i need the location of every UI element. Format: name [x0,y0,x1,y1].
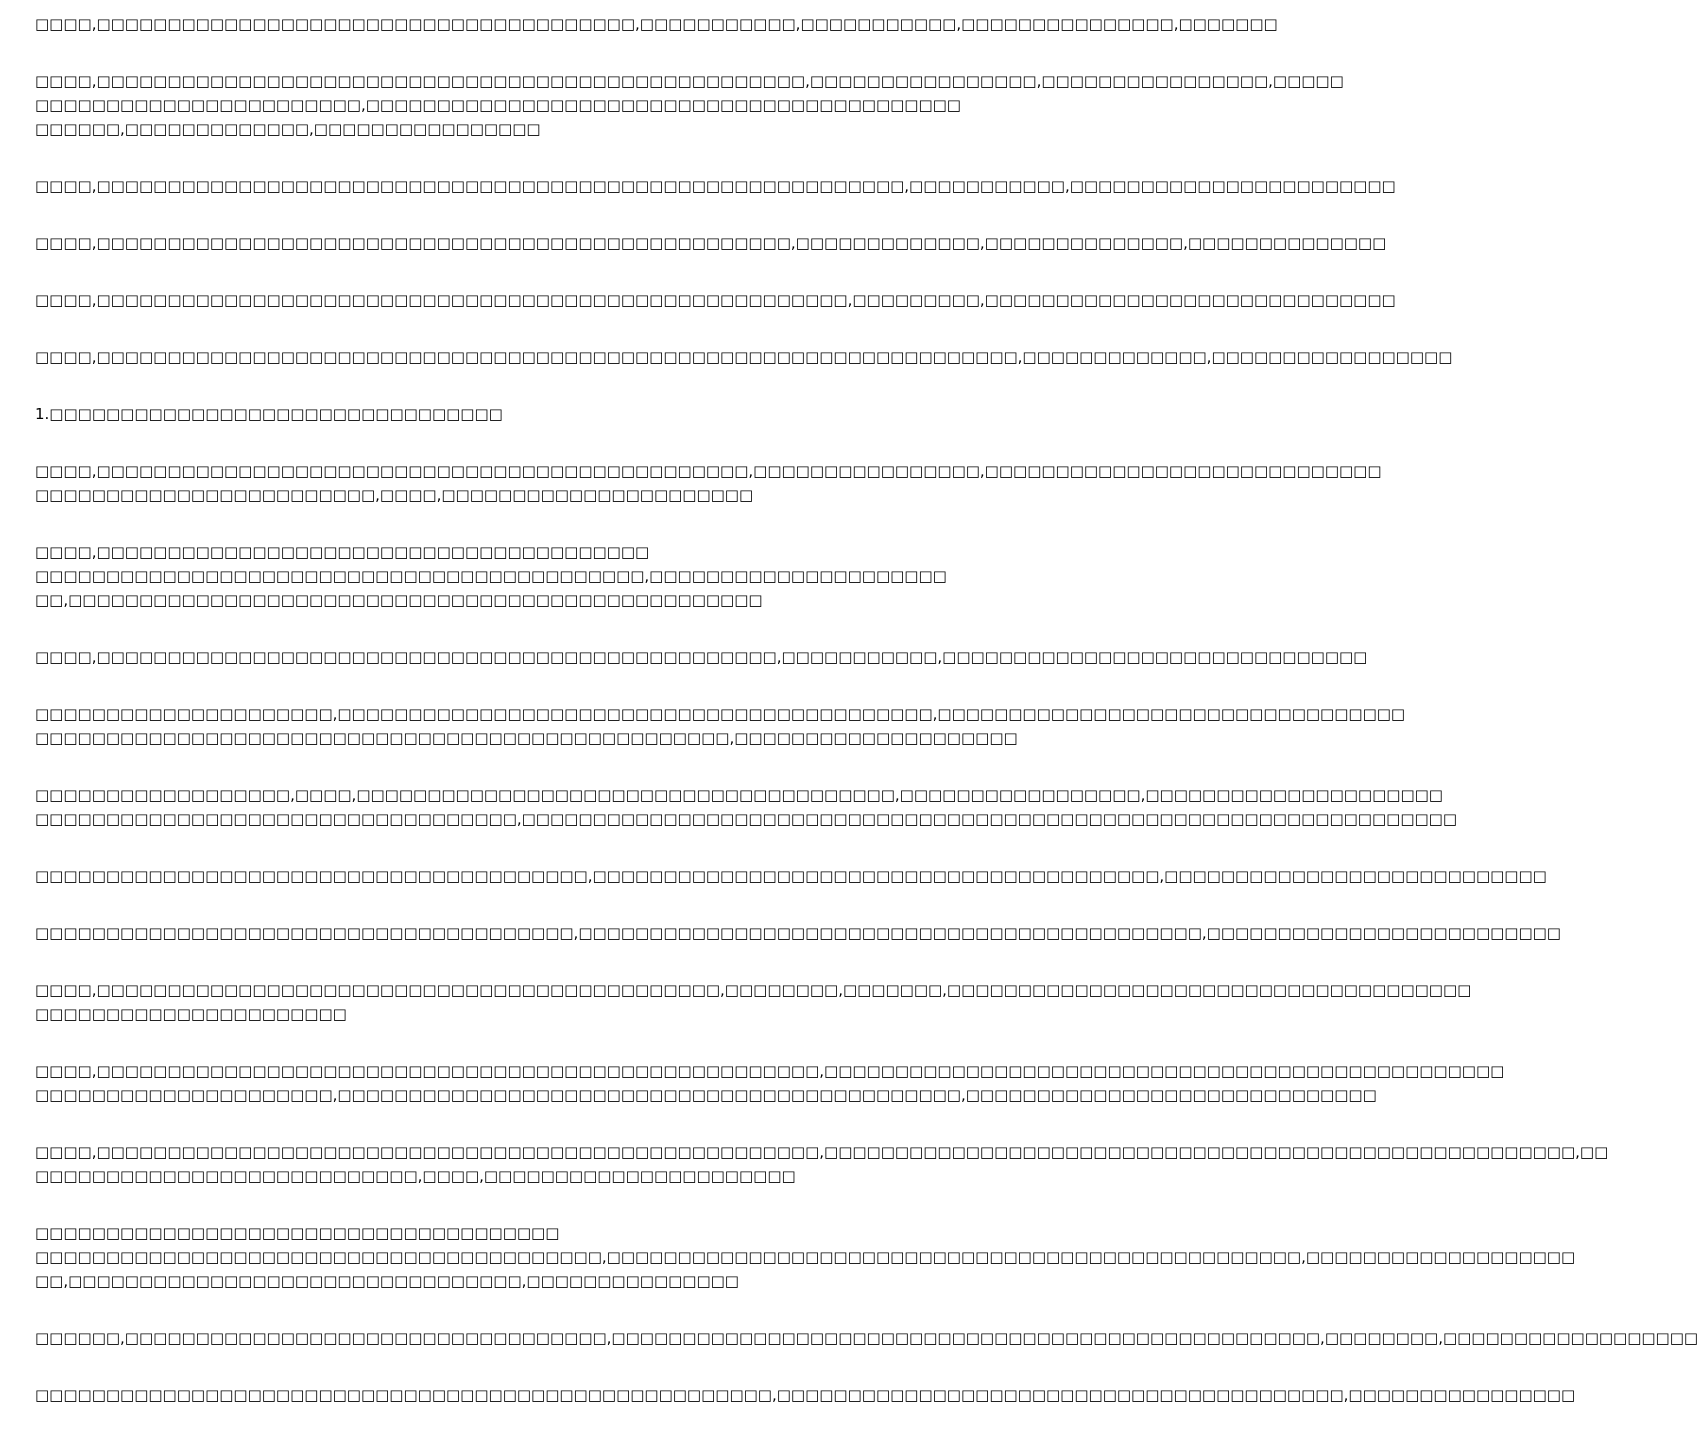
paragraph [35,645,1368,669]
text-line: □□□□□□□□□□□□□□□□□□□□□,□□□□□□□□□□□□□□□□□□□□□□□□□□□□□□□□□□□□□□□□□□□□,□□□□□□□□□□□□□□□□□□□□□□□□□□□□□ [35,1086,1377,1104]
paragraph [35,174,1396,198]
paragraph [35,1059,1505,1107]
text-line: □□□□,□□□□□□□□□□□□□□□□□□□□□□□□□□□□□□□□□□□□□□□□□□□□□□□□□,□□□□□□□□□□□□□,□□□□□□□□□□□□□□,□□□□□□□□□□□□□□ [35,234,1387,252]
paragraph [35,345,1453,369]
text-line: □□□□,□□□□□□□□□□□□□□□□□□□□□□□□□□□□□□□□□□□□□□,□□□□□□□□□□□,□□□□□□□□□□□,□□□□□□□□□□□□□□□,□□□□□□□ [35,15,1278,33]
text-line: □□□□□□□□□□□□□□□□□□□□□□ [35,1005,347,1023]
paragraph [35,1326,1698,1350]
paragraph [35,921,1561,945]
text-line: □□□□,□□□□□□□□□□□□□□□□□□□□□□□□□□□□□□□□□□□□□□□□□□□□□□□□□□□,□□□□□□□□□□□□□□□□□□□□□□□□□□□□□□□□□□□□□□□□□□□□□□□□ [35,1062,1505,1080]
text-line: □□□□□□□□□□□□□□□□□□□□□□□□□□□□□□□□□□□□□ [35,1224,560,1242]
text-line: □□□□,□□□□□□□□□□□□□□□□□□□□□□□□□□□□□□□□□□□□□□□□□□□□□□□□□□□□□□□□□□□□□□□□□,□□□□□□□□□□□□□,□□□□□□□□□□□□□□□□□ [35,348,1453,366]
text-line: □□,□□□□□□□□□□□□□□□□□□□□□□□□□□□□□□□□□□□□□□□□□□□□□□□□□ [35,591,763,609]
text-line: □□□□□□□□□□□□□□□□□□□□□□□□□□□□□□□□□□□□□□□,□□□□□□□□□□□□□□□□□□□□□□□□□□□□□□□□□□□□□□□□,□□□□□□□□□□□□□□□□□□□□□□□□□□□ [35,867,1547,885]
text-line: □□□□□□□□□□□□□□□□□□□□□□□,□□□□□□□□□□□□□□□□□□□□□□□□□□□□□□□□□□□□□□□□□□ [35,96,961,114]
text-line: □□□□□□□□□□□□□□□□□□□□□□□□□□□,□□□□,□□□□□□□□□□□□□□□□□□□□□□ [35,1167,796,1185]
paragraph [35,702,1406,750]
paragraph [35,402,990,426]
paragraph [35,12,1278,36]
text-line: □□□□,□□□□□□□□□□□□□□□□□□□□□□□□□□□□□□□□□□□□□□□□□□□□□□□□□□,□□□□□□□□□□□□□□□□,□□□□□□□□□□□□□□□□,□□□□□ [35,72,1344,90]
text-line: □□□□□□□□□□□□□□□□□□□□□□□□□□□□□□□□□□,□□□□□□□□□□□□□□□□□□□□□□□□□□□□□□□□□□□□□□□□□□□□□□□□□□□□□□□□□□□□□□□□□□ [35,810,1458,828]
text-line: □□□□,□□□□□□□□□□□□□□□□□□□□□□□□□□□□□□□□□□□□□□□□□□□□□□□□□□□,□□□□□□□□□□□□□□□□□□□□□□□□□□□□□□□□□□□□□□□□□□□□□□□□□□□□□,□□ [35,1143,1609,1161]
paragraph [35,459,1382,507]
text-line: 1.□□□□□□□□□□□□□□□□□□□□□□□□□□□□□□□□ [35,405,503,423]
text-line: □□□□□□□□□□□□□□□□□□□□□□□□□□□□□□□□□□□□□□□□,□□□□□□□□□□□□□□□□□□□□□□□□□□□□□□□□□□□□□□□□□□□□□□□□□,□□□□□□□□□□□□□□□□□□□ [35,1248,1576,1266]
text-line: □□□□□□□□□□□□□□□□□□□□□□□□□□□□□□□□□□□□□□□□□□□,□□□□□□□□□□□□□□□□□□□□□ [35,567,947,585]
text-line: □□□□,□□□□□□□□□□□□□□□□□□□□□□□□□□□□□□□□□□□□□□□□□□□□,□□□□□□□□,□□□□□□□,□□□□□□□□□□□□□□□□□□□□□□□□□□□□□□□□□□□□□ [35,981,1472,999]
text-line: □□□□,□□□□□□□□□□□□□□□□□□□□□□□□□□□□□□□□□□□□□□□ [35,543,650,561]
text-line: □□□□□□□□□□□□□□□□□□□□□□□□,□□□□,□□□□□□□□□□□□□□□□□□□□□□ [35,486,754,504]
paragraph [35,1221,1576,1293]
document-body [35,12,1698,1440]
text-line: □□□□□□□□□□□□□□□□□□□□□,□□□□□□□□□□□□□□□□□□□□□□□□□□□□□□□□□□□□□□□□□□,□□□□□□□□□□□□□□□□□□□□□□□□□□□□□□□□□ [35,705,1406,723]
paragraph [35,231,1387,255]
paragraph [35,1140,1609,1188]
paragraph [35,1383,1576,1407]
text-line: □□□□□□□□□□□□□□□□□□□□□□□□□□□□□□□□□□□□□□□□□□□□□□□□□,□□□□□□□□□□□□□□□□□□□□ [35,729,1018,747]
paragraph [35,978,1472,1026]
text-line: □□□□□□,□□□□□□□□□□□□□,□□□□□□□□□□□□□□□□ [35,120,541,138]
text-line: □□□□,□□□□□□□□□□□□□□□□□□□□□□□□□□□□□□□□□□□□□□□□□□□□□□□□,□□□□□□□□□□□,□□□□□□□□□□□□□□□□□□□□□□□□□□□□□□ [35,648,1368,666]
text-line: □□□□,□□□□□□□□□□□□□□□□□□□□□□□□□□□□□□□□□□□□□□□□□□□□□□□□□□□□□,□□□□□□□□□,□□□□□□□□□□□□□□□□□□□□□□□□□□□□□ [35,291,1396,309]
text-line: □□□□,□□□□□□□□□□□□□□□□□□□□□□□□□□□□□□□□□□□□□□□□□□□□□□,□□□□□□□□□□□□□□□□,□□□□□□□□□□□□□□□□□□□□□□□□□□□□ [35,462,1382,480]
text-line: □□□□□□□□□□□□□□□□□□□□□□□□□□□□□□□□□□□□□□□□□□□□□□□□□□□□,□□□□□□□□□□□□□□□□□□□□□□□□□□□□□□□□□□□□□□□□,□□□□□□□□□□□□□□□□ [35,1386,1576,1404]
paragraph [35,783,1458,831]
text-line: □□□□□□□□□□□□□□□□□□□□□□□□□□□□□□□□□□□□□□,□□□□□□□□□□□□□□□□□□□□□□□□□□□□□□□□□□□□□□□□□□□□,□□□□□□□□□□□□□□□□□□□□□□□□□ [35,924,1561,942]
text-line: □□,□□□□□□□□□□□□□□□□□□□□□□□□□□□□□□□□,□□□□□□□□□□□□□□□ [35,1272,739,1290]
paragraph [35,864,1547,888]
text-line: □□□□□□□□□□□□□□□□□□,□□□□,□□□□□□□□□□□□□□□□□□□□□□□□□□□□□□□□□□□□□□,□□□□□□□□□□□□□□□□□,□□□□□□□□□□□□□□□□□□□□□ [35,786,1443,804]
paragraph [35,69,1344,141]
paragraph [35,540,990,612]
text-line: □□□□,□□□□□□□□□□□□□□□□□□□□□□□□□□□□□□□□□□□□□□□□□□□□□□□□□□□□□□□□□,□□□□□□□□□□□,□□□□□□□□□□□□□□□□□□□□□□□ [35,177,1396,195]
text-line: □□□□□□,□□□□□□□□□□□□□□□□□□□□□□□□□□□□□□□□□□,□□□□□□□□□□□□□□□□□□□□□□□□□□□□□□□□□□□□□□□□□□□□□□□□□□,□□□□□□□□,□□□□□□□□□□□□□□□□□□ [35,1329,1698,1347]
paragraph [35,288,1396,312]
